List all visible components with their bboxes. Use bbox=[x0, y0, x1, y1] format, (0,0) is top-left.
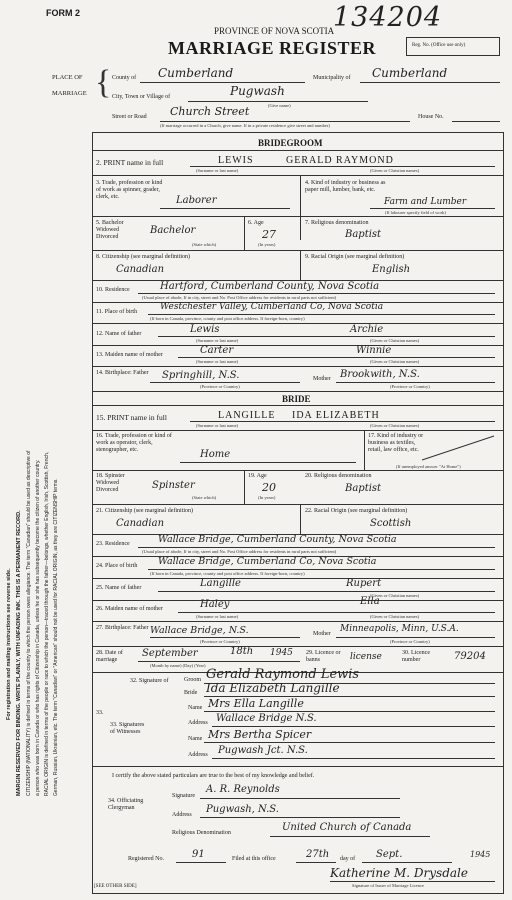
groom-bp-mother-caption: (Province or Country) bbox=[390, 384, 430, 389]
bridegroom-heading: BRIDEGROOM bbox=[258, 138, 323, 148]
groom-residence-caption: (Usual place of abode, If in city, street and No. Post Office address for residents in rural parts not sufficient) bbox=[142, 295, 337, 300]
groom-racial-label: 9. Racial Origin (see marginal definition) bbox=[305, 254, 405, 260]
bride-status-caption: (State which) bbox=[192, 495, 217, 500]
place-of-label: PLACE OF bbox=[52, 74, 83, 81]
bride-given-caption: (Given or Christian names) bbox=[370, 423, 420, 428]
groom-birthplace-label: 11. Place of birth bbox=[96, 309, 138, 315]
bride-racial-value: Scottish bbox=[370, 518, 412, 529]
bride-sig-label: Bride bbox=[184, 690, 198, 696]
licence-value: license bbox=[350, 652, 382, 662]
clergy-address-label: Address bbox=[172, 812, 192, 818]
groom-bp-mother: Brookwith, N.S. bbox=[340, 369, 420, 380]
groom-status-value: Bachelor bbox=[150, 225, 196, 236]
bride-religion-label: 20. Religious denomination bbox=[305, 473, 372, 479]
w2-name-label: Name bbox=[188, 736, 203, 742]
bride-industry-label: 17. Kind of industry or business as textiles, retail, law office, etc. bbox=[368, 433, 424, 453]
groom-age-caption: (In years) bbox=[258, 242, 276, 247]
witness-number: 33. bbox=[96, 710, 104, 716]
form-label: FORM 2 bbox=[46, 8, 81, 18]
bride-mother-label: 26. Maiden name of mother bbox=[96, 606, 163, 612]
bride-trade-label: 16. Trade, profession or kind of work as operator, clerk, stenographer, etc. bbox=[96, 433, 172, 453]
reg-no-box bbox=[406, 37, 500, 56]
bride-industry-caption: (If unemployed answer "At Home") bbox=[396, 464, 461, 469]
groom-status-label: 5. Bachelor Widowed Divorced bbox=[96, 220, 124, 240]
county-label: County of bbox=[112, 75, 137, 81]
bride-residence-value: Wallace Bridge, Cumberland County, Nova Scotia bbox=[158, 534, 397, 545]
bride-bp-label: 27. Birthplace: Father bbox=[96, 625, 149, 631]
w1-name: Mrs Ella Langille bbox=[208, 697, 304, 710]
bride-residence-label: 23. Residence bbox=[96, 541, 130, 547]
bride-age-label: 19. Age bbox=[248, 473, 267, 479]
groom-residence-label: 10. Residence bbox=[96, 287, 130, 293]
margin-line-4: a person who was born in Canada or who has rights of Citizenship in Canada, unless he or she has subsequently become the citizen of another country. bbox=[35, 459, 41, 796]
marriage-label: MARRIAGE bbox=[52, 90, 87, 97]
bride-trade-value: Home bbox=[200, 449, 231, 460]
groom-father-surname-caption: (Surname or last name) bbox=[196, 338, 239, 343]
groom-father-label: 12. Name of father bbox=[96, 331, 142, 337]
licence-label: 29. Licence or banns bbox=[306, 650, 341, 663]
groom-mother-given: Winnie bbox=[356, 345, 392, 356]
bride-citizenship-value: Canadian bbox=[116, 518, 165, 529]
house-no-label: House No. bbox=[418, 114, 444, 120]
groom-sig-label: Groom bbox=[184, 677, 201, 683]
clergy-signature-label: Signature bbox=[172, 793, 195, 799]
licence-number-value: 79204 bbox=[454, 651, 486, 662]
bride-surname: LANGILLE bbox=[218, 410, 276, 421]
groom-given: GERALD RAYMOND bbox=[286, 155, 394, 166]
groom-father-given: Archie bbox=[350, 324, 384, 335]
bride-bp-father: Wallace Bridge, N.S. bbox=[150, 625, 249, 636]
groom-industry-caption: (If labourer specify field of work) bbox=[385, 210, 446, 215]
filed-year: 1945 bbox=[470, 850, 491, 859]
groom-mother-label: 13. Maiden name of mother bbox=[96, 352, 163, 358]
registered-label: Registered No. bbox=[128, 856, 164, 862]
groom-bp-father: Springhill, N.S. bbox=[162, 370, 240, 381]
province-heading: PROVINCE OF NOVA SCOTIA bbox=[214, 26, 335, 36]
bride-age-caption: (In years) bbox=[258, 495, 276, 500]
marriage-date-caption: (Month by name) (Day) (Year) bbox=[150, 663, 206, 668]
licence-number-label: 30. Licence number bbox=[402, 650, 430, 663]
issuer-caption: Signature of Issuer of Marriage Licence bbox=[352, 883, 424, 888]
groom-residence-value: Hartford, Cumberland County, Nova Scotia bbox=[160, 281, 380, 292]
groom-mother-surname-caption: (Surname or last name) bbox=[196, 359, 239, 364]
margin-line-2: MARGIN RESERVED FOR BINDING. WRITE PLAINLY, WITH UNFADING INK. THIS IS A PERMANENT RECORD. bbox=[16, 510, 22, 796]
bride-birthplace-label: 24. Place of birth bbox=[96, 563, 138, 569]
groom-surname-caption: (Surname or last name) bbox=[196, 168, 239, 173]
bride-mother-given: Ella bbox=[360, 596, 380, 607]
groom-trade-value: Laborer bbox=[176, 195, 217, 206]
groom-industry-label: 4. Kind of industry or business as paper mill, lumber, bank, etc. bbox=[305, 180, 386, 193]
bride-heading: BRIDE bbox=[282, 394, 311, 404]
groom-print-label: 2. PRINT name in full bbox=[96, 158, 164, 167]
filed-label: Filed at this office bbox=[232, 856, 276, 862]
clergy-denomination-label: Religious Denomination bbox=[172, 830, 231, 836]
street-value: Church Street bbox=[170, 105, 250, 118]
groom-racial-value: English bbox=[372, 264, 411, 275]
bride-signature: Ida Elizabeth Langille bbox=[206, 681, 340, 695]
w2-address-label: Address bbox=[188, 752, 208, 758]
place-brace: { bbox=[95, 64, 112, 101]
groom-mother-surname: Carter bbox=[200, 345, 234, 356]
groom-bp-father-caption: (Province or Country) bbox=[200, 384, 240, 389]
bride-status-value: Spinster bbox=[152, 480, 195, 491]
margin-line-6: German, Russian, Ukrainian, etc. The term "Canadian" or "American" should not be used for RACIAL ORIGIN, as they are CITIZENSHIP terms. bbox=[53, 478, 59, 796]
give-name-caption: (Give name) bbox=[268, 103, 291, 108]
marriage-year: 1945 bbox=[270, 648, 293, 658]
clergy-label: 34. Officiating Clergyman bbox=[108, 798, 144, 811]
registered-value: 91 bbox=[192, 849, 205, 860]
bride-father-given-caption: (Given or Christian names) bbox=[370, 593, 420, 598]
groom-trade-label: 3. Trade, profession or kind of work as spinner, grader, clerk, etc. bbox=[96, 180, 163, 200]
bride-residence-caption: (Usual place of abode, If in city, street and No. Post Office address for residents in rural parts not sufficient) bbox=[142, 549, 337, 554]
w1-address-label: Address bbox=[188, 720, 208, 726]
clergy-signature: A. R. Reynolds bbox=[206, 784, 280, 795]
groom-surname: LEWIS bbox=[218, 155, 254, 166]
bride-given: IDA ELIZABETH bbox=[292, 410, 380, 421]
groom-citizenship-value: Canadian bbox=[116, 264, 165, 275]
page-title: MARRIAGE REGISTER bbox=[168, 38, 377, 58]
bride-surname-caption: (Surname or last name) bbox=[196, 423, 239, 428]
issuer-signature: Katherine M. Drysdale bbox=[330, 866, 468, 880]
bride-industry-strike bbox=[420, 434, 498, 462]
bride-father-given: Rupert bbox=[346, 578, 382, 589]
city-label: City, Town or Village of bbox=[112, 94, 171, 100]
groom-father-surname: Lewis bbox=[190, 324, 220, 335]
groom-religion-value: Baptist bbox=[345, 229, 382, 240]
margin-notes bbox=[2, 160, 98, 800]
margin-line-1: For registration and mailing instructions see reverse side. bbox=[6, 568, 12, 720]
groom-given-caption: (Given or Christian names) bbox=[370, 168, 420, 173]
bride-bp-mother: Minneapolis, Minn, U.S.A. bbox=[340, 624, 459, 634]
bride-mother-surname: Haley bbox=[200, 599, 230, 610]
bride-birthplace-value: Wallace Bridge, Cumberland Co, Nova Scotia bbox=[158, 556, 377, 567]
bride-birthplace-caption: (If born in Canada, province, county and post office address. If foreign-born, country) bbox=[150, 571, 305, 576]
bride-racial-label: 22. Racial Origin (see marginal definition) bbox=[305, 508, 408, 514]
bride-religion-value: Baptist bbox=[345, 483, 382, 494]
marriage-day: 18th bbox=[230, 646, 254, 657]
bride-citizenship-label: 21. Citizenship (see marginal definition) bbox=[96, 508, 194, 514]
groom-status-caption: (State which) bbox=[192, 242, 217, 247]
signature-of-label: 32. Signature of bbox=[130, 678, 169, 684]
bride-bp-mother-caption: (Province or Country) bbox=[390, 639, 430, 644]
bride-father-label: 25. Name of father bbox=[96, 585, 142, 591]
city-value: Pugwash bbox=[230, 84, 285, 98]
margin-line-3: CITIZENSHIP (NATIONALITY) is defined in terms of the country to which the person owes allegiance. The term "Canadian" should be used as descriptive of bbox=[26, 450, 32, 796]
municipality-label: Municipality of bbox=[313, 75, 351, 81]
bride-father-surname: Langille bbox=[200, 578, 241, 589]
groom-signature: Gerald Raymond Lewis bbox=[206, 667, 360, 682]
bride-print-label: 15. PRINT name in full bbox=[96, 413, 167, 422]
w2-address: Pugwash Jct. N.S. bbox=[218, 745, 308, 756]
filed-month: Sept. bbox=[376, 849, 403, 860]
margin-line-5: RACIAL ORIGIN is defined in terms of the people or race to which the person—traced through the father—belongs, whether English, Irish, Scottish, French, bbox=[44, 451, 50, 796]
stamp-number: 134204 bbox=[333, 2, 443, 33]
day-of-label: day of bbox=[340, 856, 356, 862]
marriage-date-label: 28. Date of marriage bbox=[96, 650, 123, 663]
marriage-month: September bbox=[142, 648, 198, 659]
groom-citizenship-label: 8. Citizenship (see marginal definition) bbox=[96, 254, 191, 260]
groom-father-given-caption: (Given or Christian names) bbox=[370, 338, 420, 343]
bride-status-label: 18. Spinster Widowed Divorced bbox=[96, 473, 125, 493]
bride-mother-surname-caption: (Surname or last name) bbox=[196, 614, 239, 619]
groom-age-label: 6. Age bbox=[248, 220, 264, 226]
w2-name: Mrs Bertha Spicer bbox=[208, 728, 312, 741]
bride-age-value: 20 bbox=[262, 481, 276, 494]
groom-bp-label: 14. Birthplace: Father bbox=[96, 370, 149, 376]
municipality-value: Cumberland bbox=[372, 66, 448, 80]
clergy-denomination: United Church of Canada bbox=[282, 822, 412, 833]
street-label: Street or Road bbox=[112, 114, 147, 120]
groom-birthplace-caption: (If born in Canada, province, county and post office address. If foreign-born, country) bbox=[150, 316, 305, 321]
reg-no-label: Reg. No. (Office use only) bbox=[412, 43, 466, 48]
bride-bp-mother-label: Mother bbox=[313, 631, 331, 637]
groom-age-value: 27 bbox=[262, 228, 276, 241]
filed-day: 27th bbox=[306, 849, 330, 860]
groom-mother-given-caption: (Given or Christian names) bbox=[370, 359, 420, 364]
witnesses-label: 33. Signatures of Witnesses bbox=[110, 722, 145, 735]
w1-address: Wallace Bridge N.S. bbox=[216, 713, 317, 724]
county-value: Cumberland bbox=[158, 66, 234, 80]
see-other-side: [SEE OTHER SIDE] bbox=[94, 884, 137, 889]
w1-name-label: Name bbox=[188, 705, 203, 711]
groom-birthplace-value: Westchester Valley, Cumberland Co, Nova Scotia bbox=[160, 302, 384, 312]
clergy-address: Pugwash, N.S. bbox=[206, 804, 279, 815]
bride-bp-father-caption: (Province or Country) bbox=[200, 639, 240, 644]
street-caption: (If marriage occurred in a Church, give name. If in a private residence give street and number) bbox=[160, 123, 330, 128]
groom-industry-value: Farm and Lumber bbox=[384, 197, 467, 207]
groom-bp-mother-label: Mother bbox=[313, 376, 331, 382]
certify-statement: I certify the above stated particulars are true to the best of my knowledge and belief. bbox=[112, 773, 315, 779]
bride-mother-given-caption: (Given or Christian names) bbox=[370, 614, 420, 619]
groom-religion-label: 7. Religious denomination bbox=[305, 220, 369, 226]
